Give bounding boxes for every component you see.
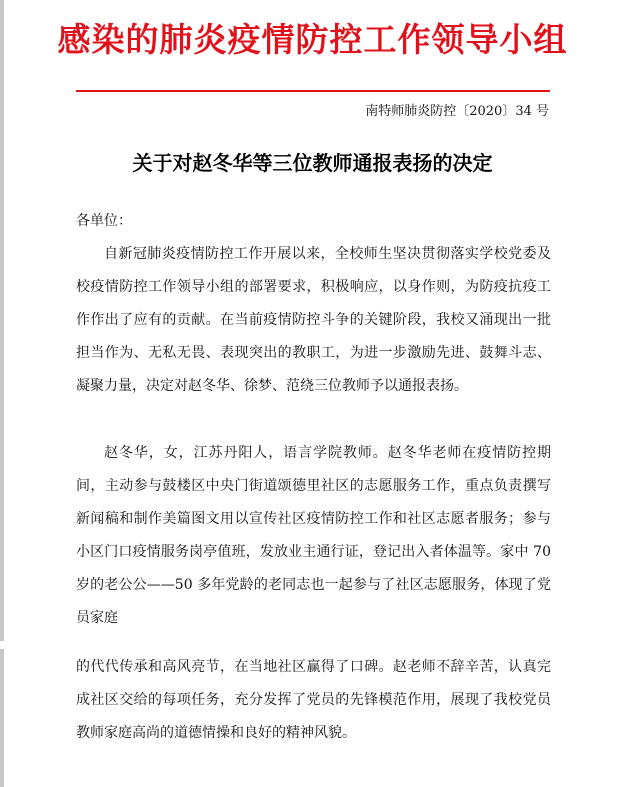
body-paragraph-1: 自新冠肺炎疫情防控工作开展以来，全校师生坚决贯彻落实学校党委及校疫情防控工作领导小组的部署要求，积极响应，以身作则，为防疫抗疫工作作出了应有的贡献。在当前疫情防控斗争的关键阶段，我校又涌现出一批担当作为、无私无畏、表现突出的教职工，为进一步激励先进、鼓舞斗志、凝聚力量，决定对赵冬华、徐梦、范绕三位教师予以通报表扬。 — [76, 246, 551, 394]
document-number: 南特师肺炎防控〔2020〕34 号 — [365, 104, 549, 119]
body-paragraph-2-block — [76, 437, 551, 635]
body-paragraph-1-block — [76, 238, 551, 403]
org-header-title: 感染的肺炎疫情防控工作领导小组 — [57, 20, 568, 59]
page-break-gap — [0, 641, 625, 649]
body-paragraph-3-block — [76, 651, 551, 750]
salutation: 各单位： — [76, 213, 132, 229]
body-paragraph-2: 赵冬华，女，江苏丹阳人，语言学院教师。赵冬华老师在疫情防控期间，主动参与鼓楼区中央门街道颂德里社区的志愿服务工作，重点负责撰写新闻稿和制作美篇图文用以宣传社区疫情防控工作和社区志愿者服务；参与小区门口疫情服务岗亭值班，发放业主通行证，登记出入者体温等。家中 70 岁的老公公——50 多年党龄的老同志也一起参与了社区志愿服务，体现了党员家庭 — [76, 445, 551, 626]
red-header-rule — [76, 90, 550, 92]
body-paragraph-3: 的代代传承和高风亮节，在当地社区赢得了口碑。赵老师不辞辛苦，认真完成社区交给的每项任务，充分发挥了党员的先锋模范作用，展现了我校党员教师家庭高尚的道德情操和良好的精神风貌。 — [76, 659, 551, 741]
document-title: 关于对赵冬华等三位教师通报表扬的决定 — [132, 151, 493, 175]
page-edge-bottom — [0, 649, 4, 787]
page-edge-top — [0, 0, 4, 641]
